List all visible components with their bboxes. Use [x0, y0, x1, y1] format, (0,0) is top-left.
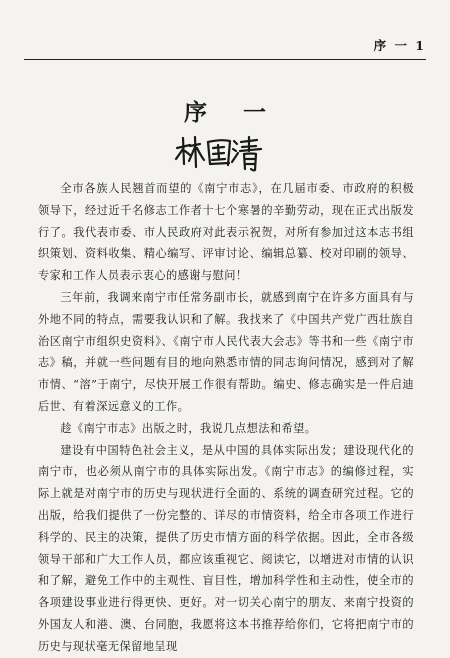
preface-body	[38, 178, 414, 658]
paragraph-2: 三年前，我调来南宁市任常务副市长，就感到南宁在许多方面具有与外地不同的特点，需要我认识和了解。我找来了《中国共产党广西壮族自治区南宁市组织史资料》、《南宁市人民代表大会志》等书和一些《南宁市志》稿，并就一些问题有目的地向熟悉市情的同志询问情况，感到对了解市情、“溶”于南宁，尽快开展工作很有帮助。编史、修志确实是一件启迪后世、有着深远意义的工作。	[38, 290, 414, 413]
paragraph-1: 全市各族人民翘首而望的《南宁市志》，在几届市委、市政府的积极领导下，经过近千名修志工作者十七个寒暑的辛勤劳动，现在正式出版发行了。我代表市委、市人民政府对此表示祝贺，对所有参加过这本志书组织策划、资料收集、精心编写、评审讨论、编辑总纂、校对印刷的领导、专家和工作人员表示衷心的感谢与慰问！	[38, 182, 414, 283]
header-rule	[24, 59, 426, 60]
paragraph-3: 趁《南宁市志》出版之时，我说几点想法和希望。	[60, 421, 317, 435]
page-title: 序 一	[183, 100, 280, 126]
running-header	[24, 36, 426, 58]
header-title-page-number: 序 一 1	[373, 38, 426, 53]
handwritten-signature	[173, 134, 265, 174]
paragraph-4: 建设有中国特色社会主义，是从中国的具体实际出发；建设现代化的南宁市，也必须从南宁市的具体实际出发。《南宁市志》的编修过程，实际上就是对南宁市的历史与现状进行全面的、系统的调查研究过程。它的出版，给我们提供了一份完整的、详尽的市情资料，给全市各项工作进行科学的、民主的决策，提供了历史市情方面的科学依据。因此，全市各级领导干部和广大工作人员，都应该重视它、阅读它，以增进对市情的认识和了解，避免工作中的主观性、盲目性，增加科学性和主动性，使全市的各项建设事业进行得更快、更好。对一切关心南宁的朋友、来南宁投资的外国友人和港、澳、台同胞，我愿将这本书推荐给你们，它将把南宁市的历史与现状毫无保留地呈现	[38, 443, 414, 653]
